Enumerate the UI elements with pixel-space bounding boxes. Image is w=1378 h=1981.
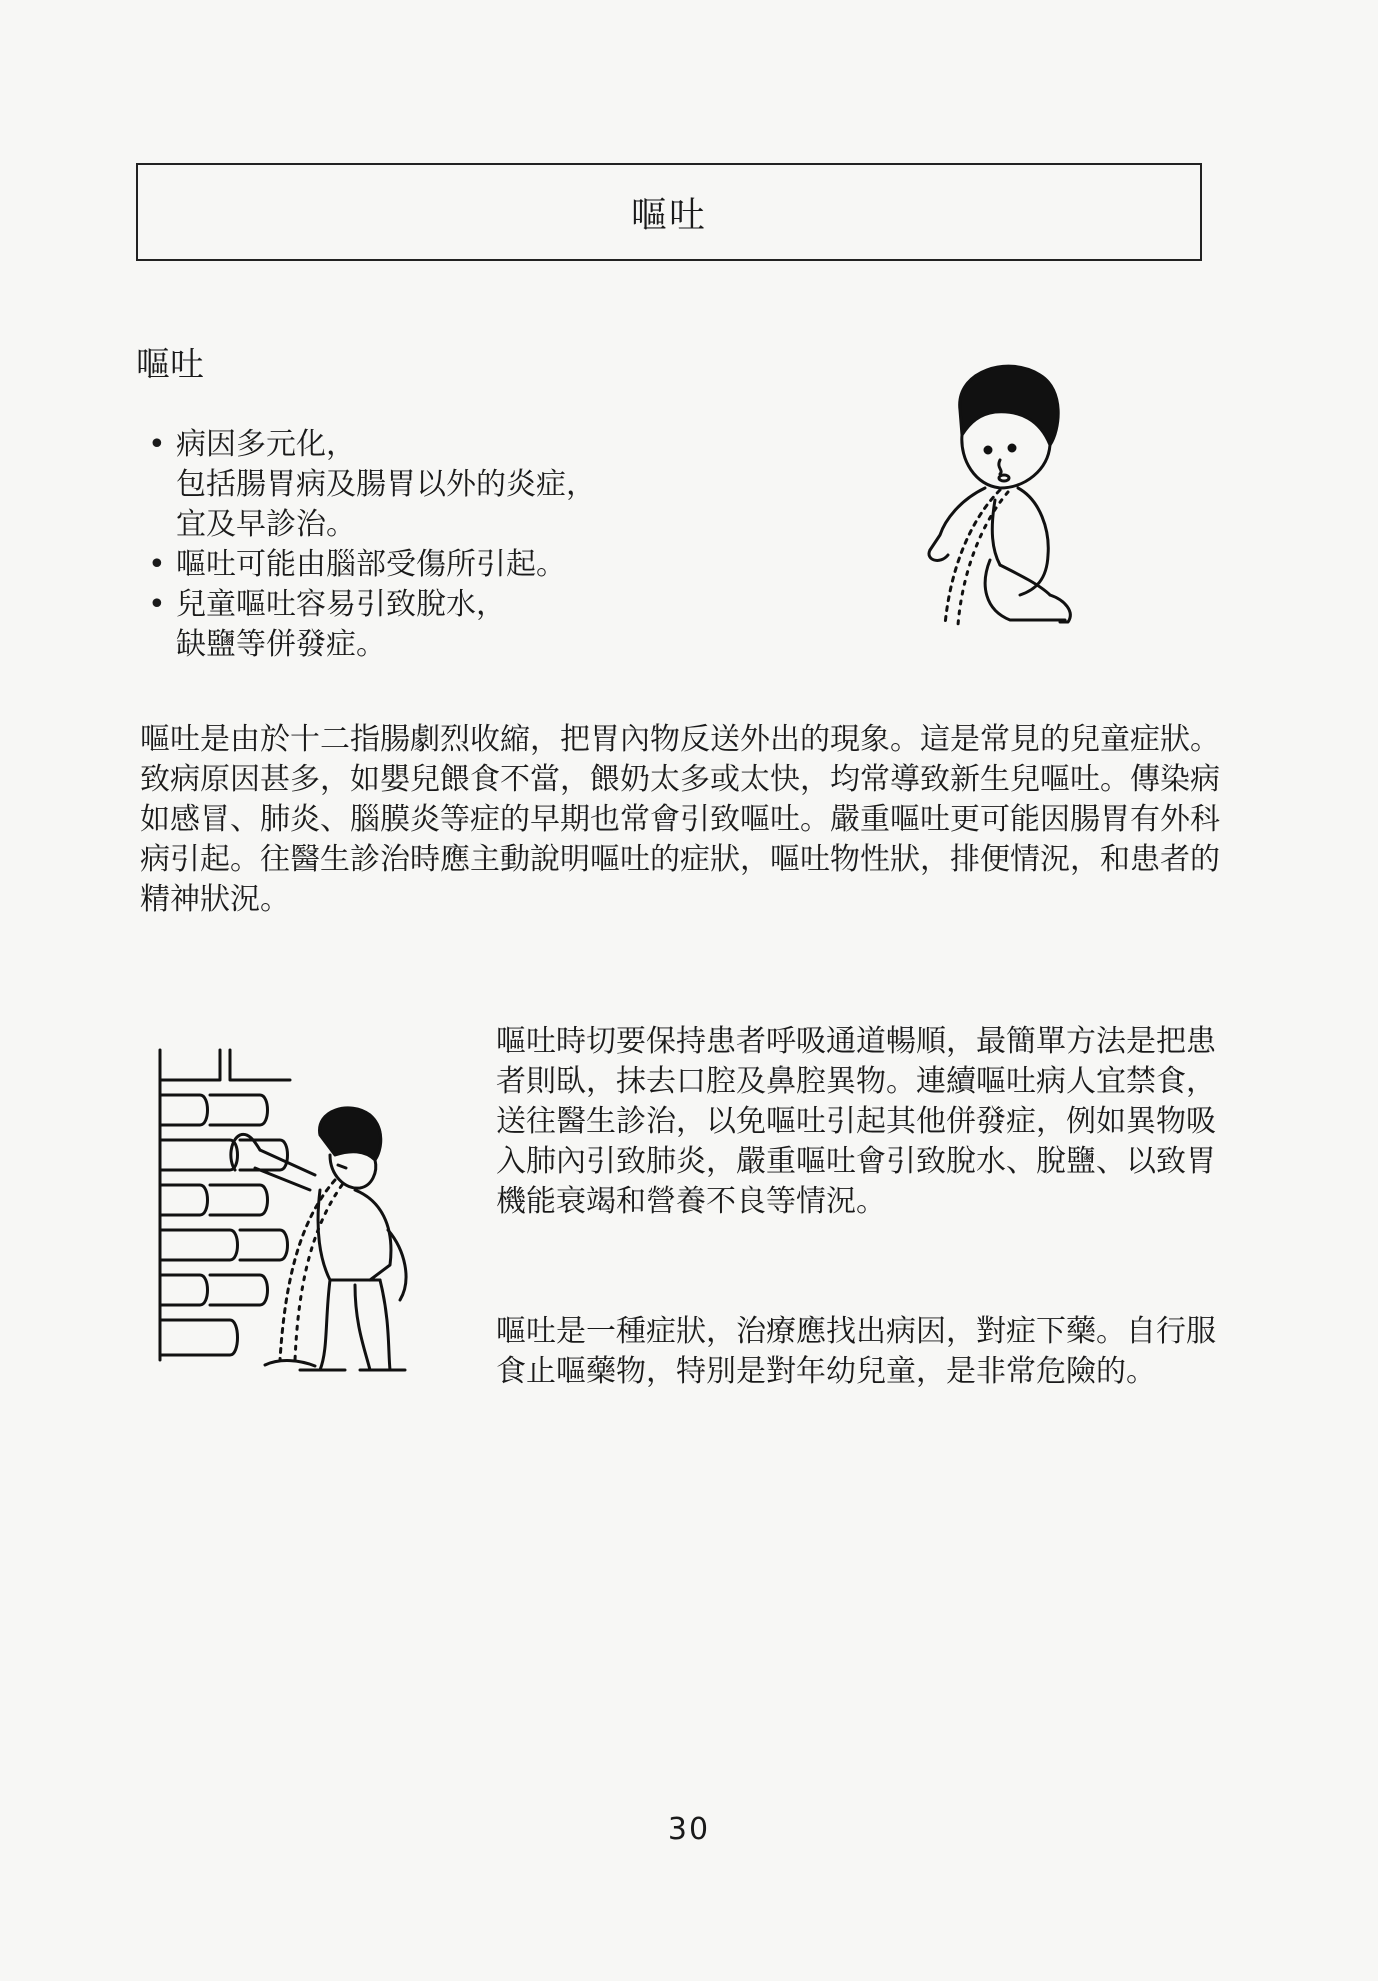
page-number: 30 [667, 1812, 711, 1847]
man-vomiting-at-wall-illustration [150, 1040, 450, 1380]
bullet-list [140, 425, 596, 665]
bullet-item: • 兒童嘔吐容易引致脫水， 缺鹽等併發症。 [140, 585, 596, 665]
care-paragraph: 嘔吐時切要保持患者呼吸通道暢順，最簡單方法是把患者則臥，抹去口腔及鼻腔異物。連續嘔吐病人宜禁食，送往醫生診治，以免嘔吐引起其他併發症，例如異物吸入肺內引致肺炎，嚴重嘔吐會引致脫水、脫鹽、以致胃機能衰竭和營養不良等情況。 [496, 1024, 1216, 1219]
section-heading: 嘔吐 [136, 345, 204, 385]
bullet-item: • 病因多元化， 包括腸胃病及腸胃以外的炎症， 宜及早診治。 [140, 425, 596, 545]
page-title: 嘔吐 [136, 163, 1202, 261]
intro-paragraph: 嘔吐是由於十二指腸劇烈收縮，把胃內物反送外出的現象。這是常見的兒童症狀。致病原因甚多，如嬰兒餵食不當，餵奶太多或太快，均常導致新生兒嘔吐。傳染病如感冒、肺炎、腦膜炎等症的早期也常會引致嘔吐。嚴重嘔吐更可能因腸胃有外科病引起。往醫生診治時應主動說明嘔吐的症狀，嘔吐物性狀，排便情況，和患者的精神狀況。 [140, 722, 1220, 917]
kneeling-child-illustration [900, 350, 1100, 630]
warning-paragraph: 嘔吐是一種症狀，治療應找出病因，對症下藥。自行服食止嘔藥物，特別是對年幼兒童，是非常危險的。 [496, 1314, 1216, 1389]
bullet-item: • 嘔吐可能由腦部受傷所引起。 [140, 545, 596, 585]
